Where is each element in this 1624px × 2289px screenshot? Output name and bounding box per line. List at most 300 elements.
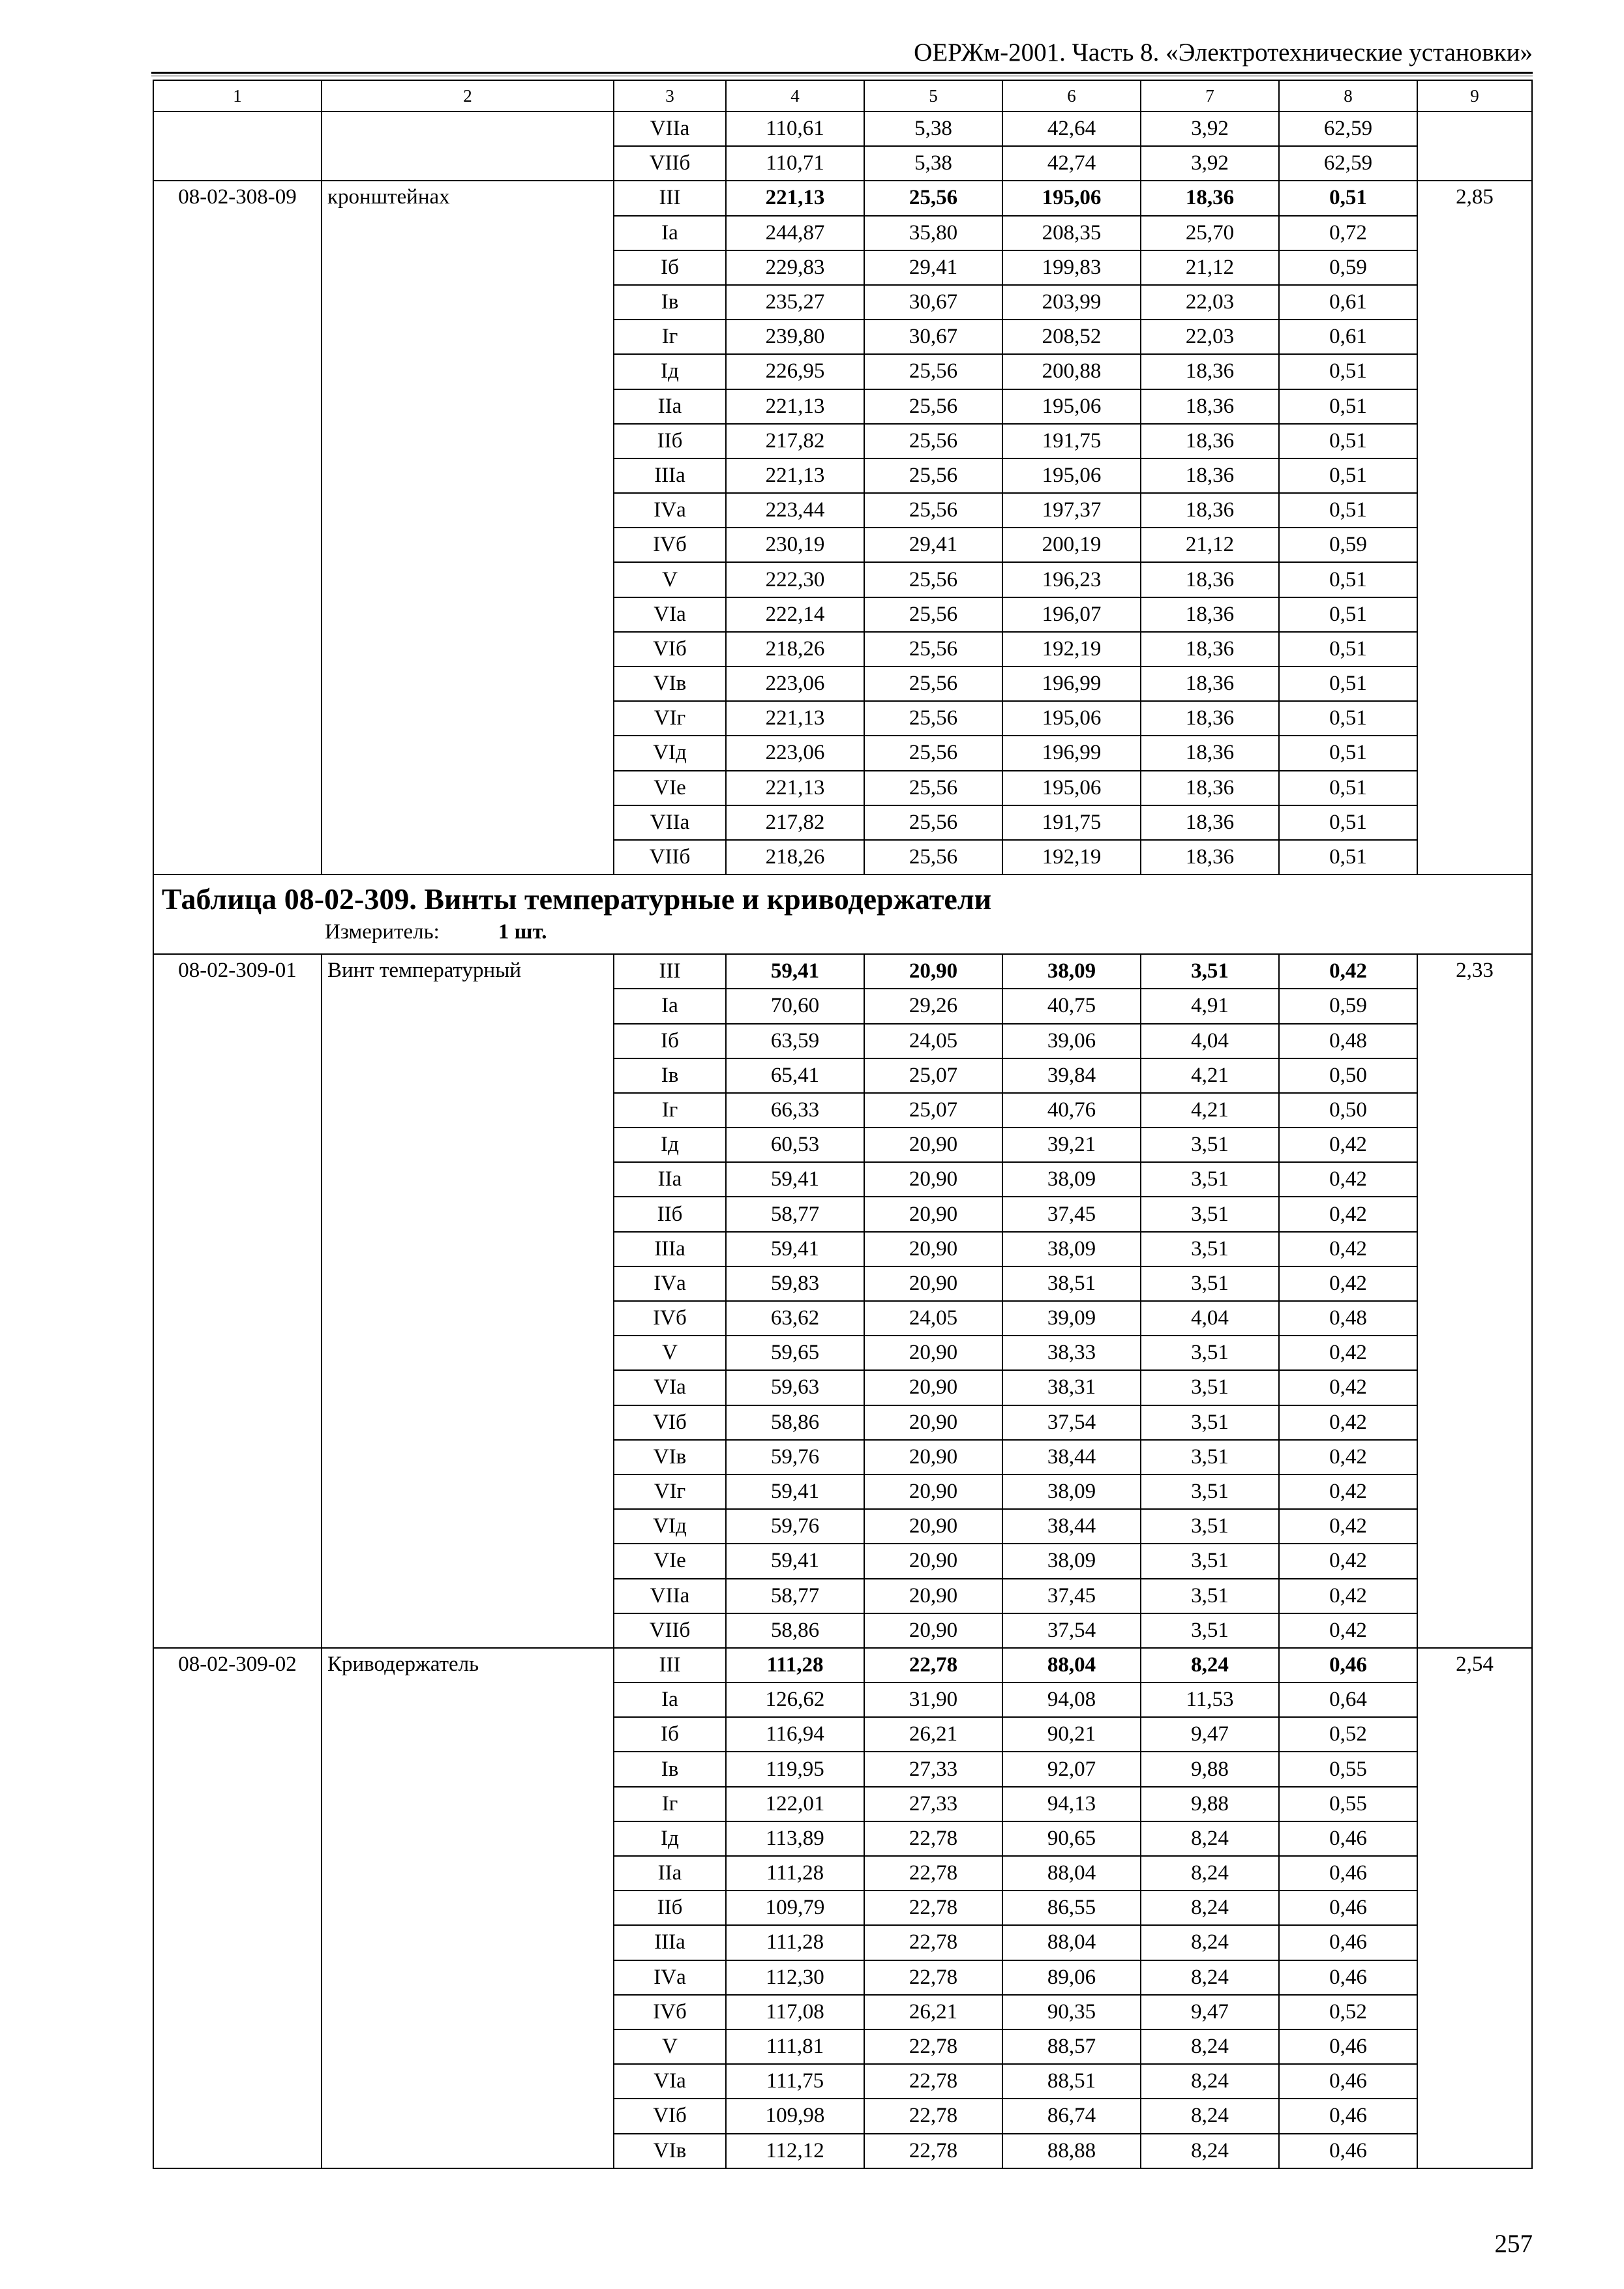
operator-wages: 3,51 [1141, 1509, 1279, 1544]
rate-total: 59,41 [726, 1162, 864, 1197]
zone-code: Iв [614, 285, 726, 320]
wages: 25,56 [864, 805, 1002, 840]
materials: 0,46 [1279, 1648, 1417, 1683]
zone-code: IVб [614, 528, 726, 562]
operator-wages: 3,51 [1141, 954, 1279, 989]
operator-wages: 4,21 [1141, 1093, 1279, 1128]
machine-cost: 88,04 [1002, 1856, 1141, 1891]
operator-wages: 18,36 [1141, 736, 1279, 770]
materials: 62,59 [1279, 146, 1417, 181]
rate-total: 58,86 [726, 1405, 864, 1440]
rate-total: 110,71 [726, 146, 864, 181]
operator-wages: 8,24 [1141, 2134, 1279, 2168]
table-body [153, 80, 1532, 2168]
machine-cost: 38,51 [1002, 1266, 1141, 1301]
materials: 0,72 [1279, 216, 1417, 250]
machine-cost: 40,75 [1002, 989, 1141, 1023]
rate-total: 221,13 [726, 181, 864, 215]
rate-total: 58,86 [726, 1613, 864, 1648]
column-number-row [153, 80, 1532, 112]
table-caption-row [153, 875, 1532, 954]
machine-cost: 208,52 [1002, 320, 1141, 354]
zone-code: VIг [614, 701, 726, 736]
zone-code: Iд [614, 1821, 726, 1856]
operator-wages: 18,36 [1141, 458, 1279, 493]
wages: 25,56 [864, 424, 1002, 458]
operator-wages: 3,51 [1141, 1128, 1279, 1162]
column-number: 5 [864, 80, 1002, 112]
machine-cost: 86,55 [1002, 1891, 1141, 1925]
zone-code: VIв [614, 666, 726, 701]
wages: 22,78 [864, 2134, 1002, 2168]
materials: 0,42 [1279, 1544, 1417, 1578]
operator-wages: 8,24 [1141, 1925, 1279, 1960]
wages: 31,90 [864, 1683, 1002, 1717]
rate-total: 63,62 [726, 1301, 864, 1336]
rate-total: 222,14 [726, 597, 864, 632]
machine-cost: 192,19 [1002, 840, 1141, 875]
zone-code: Iа [614, 989, 726, 1023]
zone-code: IIб [614, 1891, 726, 1925]
materials: 0,42 [1279, 1579, 1417, 1613]
work-name: Криводержатель [322, 1648, 614, 2168]
operator-wages: 3,51 [1141, 1613, 1279, 1648]
materials: 0,46 [1279, 2099, 1417, 2133]
rate-total: 111,81 [726, 2029, 864, 2064]
materials: 0,61 [1279, 320, 1417, 354]
materials: 0,46 [1279, 2064, 1417, 2099]
materials: 62,59 [1279, 112, 1417, 146]
wages: 25,56 [864, 562, 1002, 597]
wages: 20,90 [864, 1370, 1002, 1405]
column-number: 6 [1002, 80, 1141, 112]
rate-total: 119,95 [726, 1752, 864, 1786]
materials: 0,51 [1279, 666, 1417, 701]
operator-wages: 18,36 [1141, 632, 1279, 666]
rate-total: 111,28 [726, 1648, 864, 1683]
operator-wages: 4,04 [1141, 1301, 1279, 1336]
operator-wages: 4,91 [1141, 989, 1279, 1023]
wages: 20,90 [864, 954, 1002, 989]
rate-code [153, 112, 322, 181]
wages: 25,56 [864, 840, 1002, 875]
table-row [153, 954, 1532, 989]
machine-cost: 38,09 [1002, 1162, 1141, 1197]
rate-code: 08-02-309-01 [153, 954, 322, 1648]
wages: 25,56 [864, 632, 1002, 666]
zone-code: VIе [614, 1544, 726, 1578]
zone-code: VIв [614, 1440, 726, 1474]
machine-cost: 196,99 [1002, 666, 1141, 701]
materials: 0,51 [1279, 840, 1417, 875]
materials: 0,46 [1279, 1960, 1417, 1995]
wages: 25,56 [864, 389, 1002, 424]
table-row [153, 1648, 1532, 1683]
operator-wages: 21,12 [1141, 528, 1279, 562]
rate-total: 230,19 [726, 528, 864, 562]
zone-code: IIIа [614, 1232, 726, 1266]
rate-total: 59,63 [726, 1370, 864, 1405]
wages: 22,78 [864, 2064, 1002, 2099]
wages: 27,33 [864, 1752, 1002, 1786]
machine-cost: 196,99 [1002, 736, 1141, 770]
operator-wages: 9,88 [1141, 1752, 1279, 1786]
norms-table [153, 80, 1533, 2169]
rate-total: 217,82 [726, 805, 864, 840]
machine-cost: 88,51 [1002, 2064, 1141, 2099]
materials: 0,51 [1279, 181, 1417, 215]
materials: 0,42 [1279, 1162, 1417, 1197]
zone-code: Iг [614, 1093, 726, 1128]
zone-code: VIIб [614, 840, 726, 875]
materials: 0,55 [1279, 1752, 1417, 1786]
zone-code: IIIа [614, 458, 726, 493]
zone-code: III [614, 954, 726, 989]
operator-wages: 9,47 [1141, 1995, 1279, 2029]
rate-total: 221,13 [726, 389, 864, 424]
operator-wages: 25,70 [1141, 216, 1279, 250]
wages: 25,56 [864, 493, 1002, 528]
rate-total: 66,33 [726, 1093, 864, 1128]
materials: 0,42 [1279, 1266, 1417, 1301]
operator-wages: 4,04 [1141, 1024, 1279, 1058]
operator-wages: 3,51 [1141, 1336, 1279, 1370]
wages: 29,41 [864, 528, 1002, 562]
wages: 25,56 [864, 666, 1002, 701]
rate-total: 109,98 [726, 2099, 864, 2133]
materials: 0,51 [1279, 354, 1417, 389]
materials: 0,52 [1279, 1717, 1417, 1752]
zone-code: VIIа [614, 1579, 726, 1613]
rate-total: 59,83 [726, 1266, 864, 1301]
rate-total: 63,59 [726, 1024, 864, 1058]
machine-cost: 37,45 [1002, 1579, 1141, 1613]
wages: 20,90 [864, 1613, 1002, 1648]
materials: 0,51 [1279, 389, 1417, 424]
operator-wages: 3,51 [1141, 1474, 1279, 1509]
materials: 0,51 [1279, 458, 1417, 493]
rate-code: 08-02-308-09 [153, 181, 322, 875]
operator-wages: 18,36 [1141, 389, 1279, 424]
rate-total: 58,77 [726, 1579, 864, 1613]
zone-code: IIа [614, 389, 726, 424]
zone-code: VIIа [614, 112, 726, 146]
operator-wages: 18,36 [1141, 701, 1279, 736]
materials: 0,51 [1279, 424, 1417, 458]
wages: 20,90 [864, 1266, 1002, 1301]
materials: 0,46 [1279, 1891, 1417, 1925]
machine-cost: 38,09 [1002, 1474, 1141, 1509]
zone-code: VIIа [614, 805, 726, 840]
materials: 0,42 [1279, 1197, 1417, 1231]
wages: 22,78 [864, 1960, 1002, 1995]
materials: 0,42 [1279, 1509, 1417, 1544]
zone-code: VIд [614, 736, 726, 770]
wages: 25,56 [864, 354, 1002, 389]
machine-cost: 40,76 [1002, 1093, 1141, 1128]
zone-code: IVб [614, 1995, 726, 2029]
operator-wages: 18,36 [1141, 493, 1279, 528]
zone-code: Iг [614, 1787, 726, 1821]
operator-wages: 8,24 [1141, 1821, 1279, 1856]
machine-cost: 39,21 [1002, 1128, 1141, 1162]
operator-wages: 18,36 [1141, 354, 1279, 389]
machine-cost: 191,75 [1002, 805, 1141, 840]
machine-cost: 86,74 [1002, 2099, 1141, 2133]
operator-wages: 8,24 [1141, 1891, 1279, 1925]
machine-cost: 38,33 [1002, 1336, 1141, 1370]
operator-wages: 3,51 [1141, 1232, 1279, 1266]
table-caption-cell [153, 875, 1532, 954]
materials: 0,51 [1279, 771, 1417, 805]
column-number: 7 [1141, 80, 1279, 112]
machine-cost: 200,19 [1002, 528, 1141, 562]
wages: 25,07 [864, 1058, 1002, 1093]
wages: 22,78 [864, 1821, 1002, 1856]
machine-cost: 203,99 [1002, 285, 1141, 320]
operator-wages: 18,36 [1141, 424, 1279, 458]
table-row [153, 112, 1532, 146]
rate-total: 60,53 [726, 1128, 864, 1162]
operator-wages: 18,36 [1141, 666, 1279, 701]
zone-code: VIд [614, 1509, 726, 1544]
index-value: 2,54 [1417, 1648, 1532, 2168]
wages: 25,07 [864, 1093, 1002, 1128]
zone-code: Iа [614, 1683, 726, 1717]
zone-code: IIIа [614, 1925, 726, 1960]
zone-code: VIа [614, 1370, 726, 1405]
index-value: 2,33 [1417, 954, 1532, 1648]
rate-total: 116,94 [726, 1717, 864, 1752]
page-number: 257 [1494, 2230, 1533, 2258]
column-number: 3 [614, 80, 726, 112]
operator-wages: 4,21 [1141, 1058, 1279, 1093]
unit-value: 1 шт. [498, 920, 547, 944]
zone-code: VIа [614, 2064, 726, 2099]
zone-code: IVа [614, 1266, 726, 1301]
rate-total: 218,26 [726, 632, 864, 666]
rate-total: 122,01 [726, 1787, 864, 1821]
zone-code: Iб [614, 1024, 726, 1058]
materials: 0,51 [1279, 736, 1417, 770]
column-number: 1 [153, 80, 322, 112]
rate-total: 244,87 [726, 216, 864, 250]
operator-wages: 18,36 [1141, 805, 1279, 840]
operator-wages: 3,92 [1141, 112, 1279, 146]
machine-cost: 39,09 [1002, 1301, 1141, 1336]
rate-total: 218,26 [726, 840, 864, 875]
materials: 0,42 [1279, 1370, 1417, 1405]
machine-cost: 195,06 [1002, 771, 1141, 805]
wages: 22,78 [864, 2099, 1002, 2133]
operator-wages: 3,51 [1141, 1440, 1279, 1474]
materials: 0,59 [1279, 250, 1417, 285]
machine-cost: 37,54 [1002, 1405, 1141, 1440]
zone-code: IIа [614, 1856, 726, 1891]
operator-wages: 3,51 [1141, 1579, 1279, 1613]
zone-code: III [614, 1648, 726, 1683]
column-number: 2 [322, 80, 614, 112]
wages: 25,56 [864, 771, 1002, 805]
rate-total: 59,41 [726, 954, 864, 989]
machine-cost: 39,06 [1002, 1024, 1141, 1058]
rate-total: 111,28 [726, 1925, 864, 1960]
operator-wages: 3,51 [1141, 1405, 1279, 1440]
rate-total: 126,62 [726, 1683, 864, 1717]
wages: 26,21 [864, 1995, 1002, 2029]
wages: 22,78 [864, 1648, 1002, 1683]
zone-code: VIб [614, 1405, 726, 1440]
materials: 0,42 [1279, 1613, 1417, 1648]
machine-cost: 88,04 [1002, 1925, 1141, 1960]
operator-wages: 8,24 [1141, 1856, 1279, 1891]
rate-total: 112,12 [726, 2134, 864, 2168]
rate-total: 217,82 [726, 424, 864, 458]
operator-wages: 22,03 [1141, 285, 1279, 320]
materials: 0,42 [1279, 1474, 1417, 1509]
wages: 20,90 [864, 1474, 1002, 1509]
wages: 27,33 [864, 1787, 1002, 1821]
materials: 0,55 [1279, 1787, 1417, 1821]
zone-code: Iа [614, 216, 726, 250]
operator-wages: 18,36 [1141, 597, 1279, 632]
rate-total: 113,89 [726, 1821, 864, 1856]
rate-total: 109,79 [726, 1891, 864, 1925]
machine-cost: 38,44 [1002, 1440, 1141, 1474]
operator-wages: 9,47 [1141, 1717, 1279, 1752]
machine-cost: 197,37 [1002, 493, 1141, 528]
wages: 20,90 [864, 1232, 1002, 1266]
index-value: 2,85 [1417, 181, 1532, 875]
machine-cost: 42,74 [1002, 146, 1141, 181]
rate-total: 59,41 [726, 1474, 864, 1509]
wages: 20,90 [864, 1440, 1002, 1474]
work-name: Винт температурный [322, 954, 614, 1648]
materials: 0,46 [1279, 1856, 1417, 1891]
zone-code: VIг [614, 1474, 726, 1509]
machine-cost: 90,65 [1002, 1821, 1141, 1856]
zone-code: Iв [614, 1752, 726, 1786]
wages: 29,41 [864, 250, 1002, 285]
machine-cost: 90,21 [1002, 1717, 1141, 1752]
materials: 0,51 [1279, 597, 1417, 632]
rate-total: 59,65 [726, 1336, 864, 1370]
rate-total: 223,06 [726, 736, 864, 770]
zone-code: VIIб [614, 1613, 726, 1648]
wages: 22,78 [864, 1925, 1002, 1960]
materials: 0,51 [1279, 632, 1417, 666]
wages: 20,90 [864, 1405, 1002, 1440]
materials: 0,51 [1279, 805, 1417, 840]
zone-code: IIб [614, 1197, 726, 1231]
header-rule-thick [151, 72, 1533, 74]
machine-cost: 38,09 [1002, 1544, 1141, 1578]
zone-code: IVа [614, 493, 726, 528]
materials: 0,51 [1279, 701, 1417, 736]
wages: 30,67 [864, 320, 1002, 354]
rate-total: 112,30 [726, 1960, 864, 1995]
rate-total: 111,28 [726, 1856, 864, 1891]
wages: 30,67 [864, 285, 1002, 320]
materials: 0,50 [1279, 1058, 1417, 1093]
machine-cost: 192,19 [1002, 632, 1141, 666]
work-name [322, 112, 614, 181]
machine-cost: 195,06 [1002, 701, 1141, 736]
operator-wages: 18,36 [1141, 771, 1279, 805]
materials: 0,50 [1279, 1093, 1417, 1128]
machine-cost: 37,45 [1002, 1197, 1141, 1231]
operator-wages: 9,88 [1141, 1787, 1279, 1821]
machine-cost: 37,54 [1002, 1613, 1141, 1648]
operator-wages: 3,92 [1141, 146, 1279, 181]
materials: 0,42 [1279, 1405, 1417, 1440]
wages: 20,90 [864, 1336, 1002, 1370]
machine-cost: 94,13 [1002, 1787, 1141, 1821]
operator-wages: 21,12 [1141, 250, 1279, 285]
wages: 24,05 [864, 1301, 1002, 1336]
wages: 20,90 [864, 1509, 1002, 1544]
operator-wages: 3,51 [1141, 1266, 1279, 1301]
zone-code: Iб [614, 1717, 726, 1752]
materials: 0,46 [1279, 2029, 1417, 2064]
zone-code: IIа [614, 1162, 726, 1197]
machine-cost: 208,35 [1002, 216, 1141, 250]
materials: 0,51 [1279, 562, 1417, 597]
operator-wages: 3,51 [1141, 1197, 1279, 1231]
wages: 24,05 [864, 1024, 1002, 1058]
zone-code: Iв [614, 1058, 726, 1093]
machine-cost: 38,31 [1002, 1370, 1141, 1405]
zone-code: VIе [614, 771, 726, 805]
wages: 25,56 [864, 736, 1002, 770]
operator-wages: 8,24 [1141, 2099, 1279, 2133]
column-number: 9 [1417, 80, 1532, 112]
rate-total: 59,41 [726, 1232, 864, 1266]
wages: 5,38 [864, 146, 1002, 181]
machine-cost: 195,06 [1002, 181, 1141, 215]
materials: 0,42 [1279, 954, 1417, 989]
operator-wages: 8,24 [1141, 1960, 1279, 1995]
materials: 0,46 [1279, 1925, 1417, 1960]
wages: 25,56 [864, 181, 1002, 215]
rate-total: 235,27 [726, 285, 864, 320]
machine-cost: 88,88 [1002, 2134, 1141, 2168]
operator-wages: 3,51 [1141, 1370, 1279, 1405]
materials: 0,42 [1279, 1128, 1417, 1162]
machine-cost: 92,07 [1002, 1752, 1141, 1786]
rate-total: 239,80 [726, 320, 864, 354]
unit-line [162, 920, 1531, 944]
rate-total: 221,13 [726, 458, 864, 493]
rate-total: 59,76 [726, 1440, 864, 1474]
wages: 20,90 [864, 1128, 1002, 1162]
rate-total: 58,77 [726, 1197, 864, 1231]
machine-cost: 39,84 [1002, 1058, 1141, 1093]
materials: 0,46 [1279, 2134, 1417, 2168]
wages: 29,26 [864, 989, 1002, 1023]
wages: 25,56 [864, 701, 1002, 736]
machine-cost: 42,64 [1002, 112, 1141, 146]
materials: 0,48 [1279, 1301, 1417, 1336]
materials: 0,51 [1279, 493, 1417, 528]
wages: 22,78 [864, 1856, 1002, 1891]
rate-total: 223,44 [726, 493, 864, 528]
operator-wages: 8,24 [1141, 2064, 1279, 2099]
index-value [1417, 112, 1532, 181]
wages: 20,90 [864, 1197, 1002, 1231]
operator-wages: 18,36 [1141, 840, 1279, 875]
zone-code: VIб [614, 2099, 726, 2133]
